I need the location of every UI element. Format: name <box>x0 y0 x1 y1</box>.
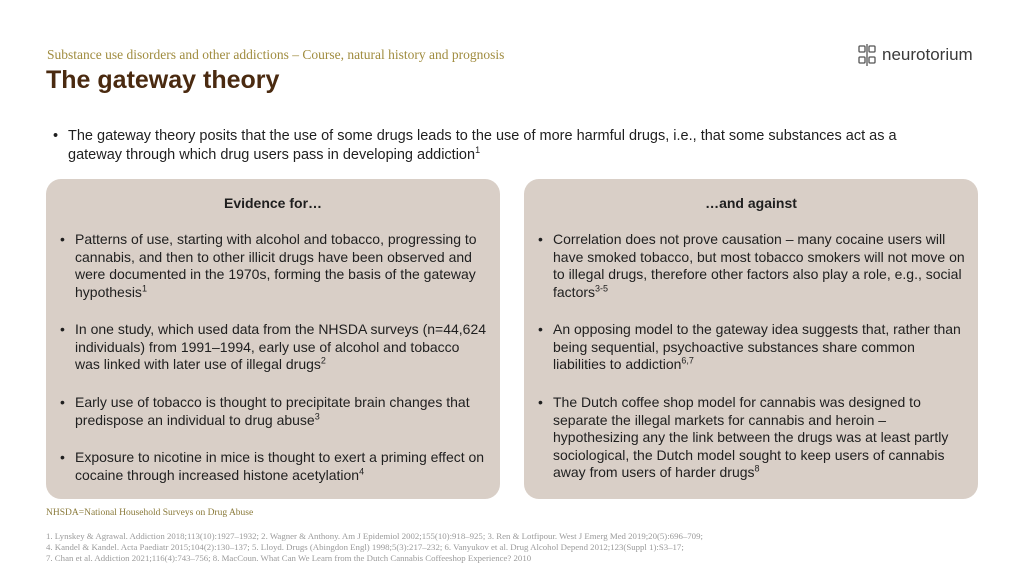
item-citation: 8 <box>754 463 760 474</box>
intro-text-wrap <box>68 127 913 165</box>
bullet: • <box>60 231 65 247</box>
evidence-for-panel <box>46 179 500 499</box>
reference-line: 7. Chan et al. Addiction 2021;116(4):743–756; 8. MacCoun. What Can We Learn from the Dutch Cannabis Coffeeshop Experience? 2010 <box>46 553 532 563</box>
evidence-against-panel <box>524 179 978 499</box>
item-text-wrap <box>553 321 966 374</box>
item-citation: 3-5 <box>595 282 609 293</box>
logo <box>857 44 973 66</box>
item-citation: 2 <box>320 355 326 366</box>
intro-paragraph <box>53 127 913 165</box>
evidence-against-item <box>538 231 966 301</box>
item-text: Early use of tobacco is thought to precipitate brain changes that predispose an individual to drug abuse <box>75 394 470 428</box>
evidence-against-item <box>538 394 966 482</box>
evidence-against-item <box>538 321 966 374</box>
references <box>46 531 703 564</box>
item-text: The Dutch coffee shop model for cannabis was designed to separate the illegal markets for cannabis and heroin – hypothesizing any the link between the drugs was at least partly sociological, the Dutch model sought to keep users of cannabis away from users of harder drugs <box>553 394 949 480</box>
item-citation: 1 <box>141 282 147 293</box>
slide-title: The gateway theory <box>46 66 280 94</box>
item-text: In one study, which used data from the NHSDA surveys (n=44,624 individuals) from 1991–1994, early use of alcohol and tobacco was linked with later use of illegal drugs <box>75 321 487 372</box>
item-text-wrap <box>75 394 488 429</box>
item-citation: 3 <box>314 410 320 421</box>
intro-citation: 1 <box>475 145 481 156</box>
intro-text: The gateway theory posits that the use of some drugs leads to the use of more harmful drugs, i.e., that some substances act as a gateway through which drug users pass in developing addiction <box>68 128 897 163</box>
item-text: Patterns of use, starting with alcohol and tobacco, progressing to cannabis, and then to other illicit drugs have been observed and were documented in the 1970s, forming the basis of the gateway hypothesis <box>75 231 477 300</box>
item-text-wrap <box>75 231 488 301</box>
evidence-against-heading: …and against <box>705 195 797 211</box>
bullet: • <box>538 231 543 247</box>
item-citation: 6,7 <box>681 355 694 366</box>
item-text: Correlation does not prove causation – many cocaine users will have smoked tobacco, but most tobacco smokers will not move on to illegal drugs, therefore other factors also play a role, e.g., social factors <box>553 231 965 300</box>
item-text: Exposure to nicotine in mice is thought to exert a priming effect on cocaine through increased histone acetylation <box>75 449 485 483</box>
item-text-wrap <box>553 394 966 482</box>
neurotorium-logo-icon <box>857 44 877 66</box>
bullet: • <box>60 321 65 337</box>
reference-line: 1. Lynskey & Agrawal. Addiction 2018;113(10):1927–1932; 2. Wagner & Anthony. Am J Epidemiol 2002;155(10):918–925; 3. Ren & Lotfipour. West J Emerg Med 2019;20(5):696–709; <box>46 531 703 541</box>
logo-text: neurotorium <box>882 45 973 64</box>
bullet: • <box>60 449 65 465</box>
evidence-for-item <box>60 449 488 484</box>
item-citation: 4 <box>359 465 365 476</box>
item-text-wrap <box>75 449 488 484</box>
evidence-for-heading: Evidence for… <box>223 195 323 211</box>
bullet: • <box>538 394 543 410</box>
bullet: • <box>60 394 65 410</box>
evidence-for-item <box>60 394 488 429</box>
evidence-for-item <box>60 321 488 374</box>
bullet: • <box>53 128 59 144</box>
item-text: An opposing model to the gateway idea suggests that, rather than being sequential, psychoactive substances share common liabilities to addiction <box>553 321 961 372</box>
slide-subtitle: Substance use disorders and other addictions – Course, natural history and prognosis <box>47 47 505 62</box>
evidence-for-item <box>60 231 488 301</box>
item-text-wrap <box>75 321 488 374</box>
item-text-wrap <box>553 231 966 301</box>
reference-line: 4. Kandel & Kandel. Acta Paediatr 2015;104(2):130–137; 5. Lloyd. Drugs (Abingdon Engl) 1998;5(3):217–232; 6. Vanyukov et al. Drug Alcohol Depend 2012;123(Suppl 1):S3–17; <box>46 542 684 552</box>
bullet: • <box>538 321 543 337</box>
abbreviation-note: NHSDA=National Household Surveys on Drug Abuse <box>46 508 254 518</box>
